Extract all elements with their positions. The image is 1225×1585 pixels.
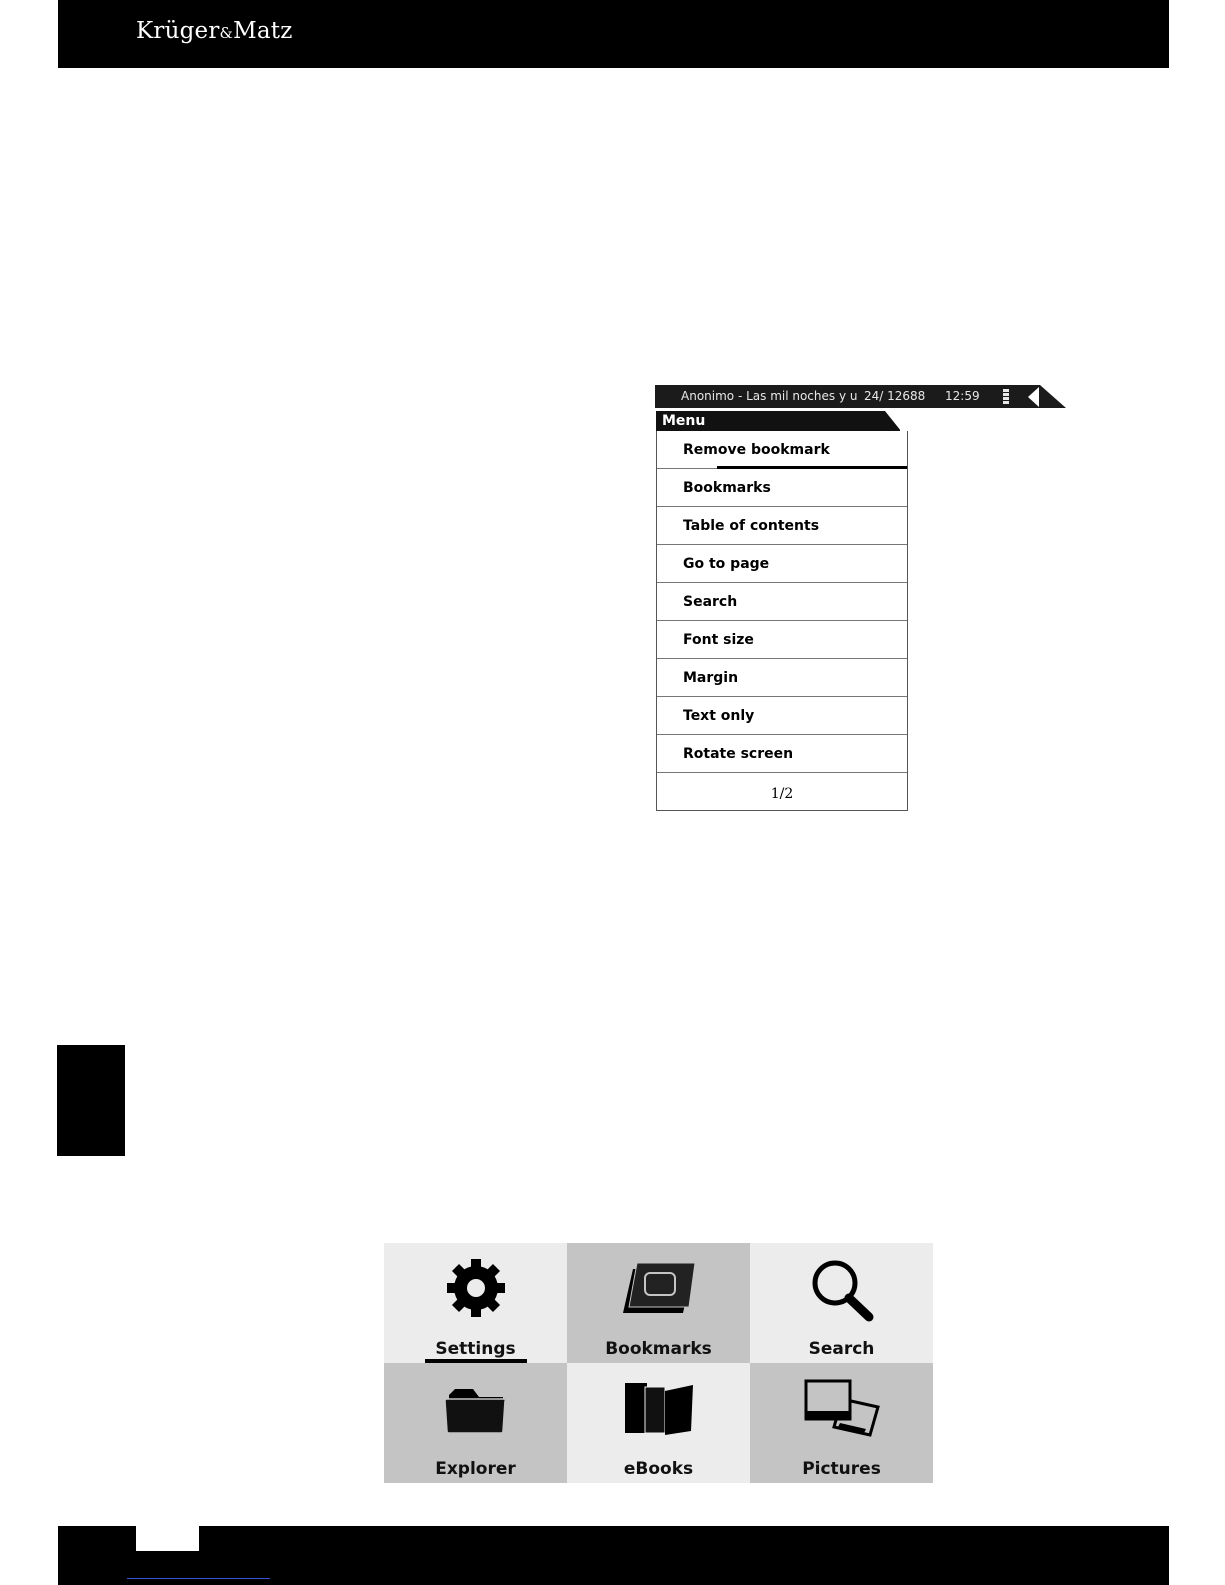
tile-search[interactable] [750, 1243, 933, 1363]
corner-fold-icon [1040, 385, 1066, 408]
menu-item-label: Remove bookmark [683, 442, 830, 458]
menu-item-go-to-page[interactable] [657, 545, 907, 583]
page-number-box [136, 1526, 199, 1551]
menu-item-font-size[interactable] [657, 621, 907, 659]
tile-ebooks[interactable] [567, 1363, 750, 1483]
context-menu [656, 431, 908, 811]
reader-screenshot [655, 385, 1065, 815]
menu-item-label: Margin [683, 670, 739, 686]
book-title: Anonimo - Las mil noches y u [681, 389, 858, 403]
brand-right: Matz [233, 18, 293, 44]
menu-item-label: Bookmarks [683, 480, 771, 496]
clock: 12:59 [945, 389, 980, 403]
tile-label: Bookmarks [605, 1339, 712, 1359]
back-arrow-icon[interactable] [1028, 387, 1039, 407]
menu-item-search[interactable] [657, 583, 907, 621]
footer-bar [58, 1526, 1169, 1585]
footer-link-underline[interactable] [127, 1578, 270, 1579]
menu-item-margin[interactable] [657, 659, 907, 697]
tile-label: Pictures [802, 1459, 881, 1479]
brand-amp: & [219, 24, 234, 42]
header-bar [58, 0, 1169, 68]
menu-item-label: Search [683, 594, 738, 610]
tile-bookmarks[interactable] [567, 1243, 750, 1363]
page-counter: 24/ 12688 [864, 389, 926, 403]
tile-explorer[interactable] [384, 1363, 567, 1483]
status-bar [655, 385, 1040, 408]
books-icon [619, 1377, 699, 1439]
menu-item-bookmarks[interactable] [657, 469, 907, 507]
tile-label: Search [808, 1339, 875, 1359]
home-grid [384, 1243, 933, 1483]
gear-icon [445, 1257, 507, 1319]
bookmarks-icon [619, 1257, 699, 1319]
menu-item-label: Rotate screen [683, 746, 794, 762]
menu-item-rotate-screen[interactable] [657, 735, 907, 773]
section-tab [57, 1045, 125, 1156]
battery-icon [1003, 389, 1009, 405]
magnifier-icon [807, 1257, 877, 1323]
menu-item-table-of-contents[interactable] [657, 507, 907, 545]
menu-item-label: Table of contents [683, 518, 820, 534]
pictures-icon [802, 1377, 882, 1439]
tile-settings[interactable] [384, 1243, 567, 1363]
pager-label: 1/2 [770, 786, 794, 802]
menu-item-label: Font size [683, 632, 754, 648]
menu-title: Menu [656, 411, 900, 431]
brand-logo [136, 18, 293, 44]
menu-item-label: Text only [683, 708, 755, 724]
tile-label: Settings [435, 1339, 516, 1359]
tile-label: eBooks [623, 1459, 694, 1479]
tile-pictures[interactable] [750, 1363, 933, 1483]
menu-pager[interactable] [657, 773, 907, 810]
menu-item-remove-bookmark[interactable] [657, 431, 907, 469]
tile-label: Explorer [435, 1459, 516, 1479]
menu-item-label: Go to page [683, 556, 770, 572]
menu-item-text-only[interactable] [657, 697, 907, 735]
brand-left: Krüger [136, 18, 220, 44]
folder-icon [443, 1377, 509, 1439]
